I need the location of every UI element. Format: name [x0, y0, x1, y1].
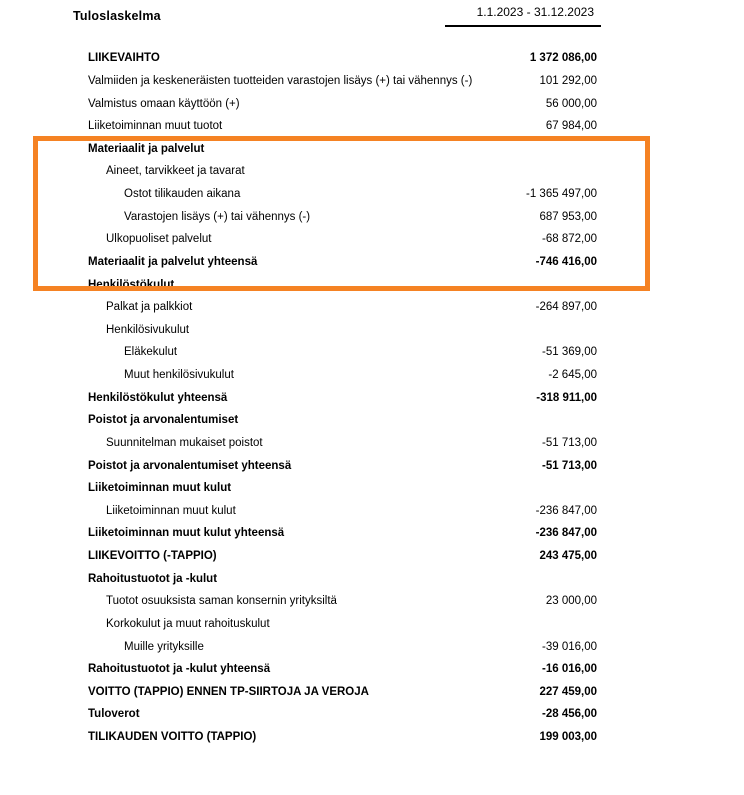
- row-value: 687 953,00: [539, 210, 597, 223]
- row-label: Henkilöstökulut yhteensä: [88, 391, 228, 404]
- row-label: Varastojen lisäys (+) tai vähennys (-): [124, 210, 311, 223]
- row-label: Valmistus omaan käyttöön (+): [88, 97, 240, 110]
- statement-row: [88, 522, 597, 545]
- statement-row: [88, 341, 597, 364]
- statement-row: [88, 92, 597, 115]
- statement-row: [88, 296, 597, 319]
- statement-row: [88, 228, 597, 251]
- row-value: -39 016,00: [542, 640, 597, 653]
- row-label: LIIKEVAIHTO: [88, 52, 160, 65]
- statement-row: [88, 364, 597, 387]
- row-label: Tuloverot: [88, 708, 140, 721]
- period-column-header: [445, 5, 601, 27]
- row-value: -746 416,00: [535, 255, 597, 268]
- row-value: -28 456,00: [542, 708, 597, 721]
- row-value: -318 911,00: [536, 391, 597, 404]
- row-value: -51 713,00: [542, 459, 597, 472]
- statement-row: [88, 590, 597, 613]
- row-value: 101 292,00: [539, 74, 597, 87]
- row-label: Rahoitustuotot ja -kulut: [88, 572, 218, 585]
- statement-row: [88, 160, 597, 183]
- statement-row: [88, 183, 597, 206]
- row-value: -2 645,00: [548, 369, 597, 382]
- statement-row: [88, 409, 597, 432]
- row-label: Korkokulut ja muut rahoituskulut: [106, 617, 270, 630]
- statement-row: [88, 319, 597, 342]
- row-label: LIIKEVOITTO (-TAPPIO): [88, 550, 217, 563]
- statement-rows: [88, 47, 597, 748]
- row-value: 23 000,00: [545, 595, 597, 608]
- row-label: TILIKAUDEN VOITTO (TAPPIO): [88, 731, 257, 744]
- statement-row: [88, 726, 597, 749]
- row-value: -264 897,00: [535, 301, 597, 314]
- statement-row: [88, 613, 597, 636]
- statement-row: [88, 47, 597, 70]
- statement-row: [88, 432, 597, 455]
- row-label: Ostot tilikauden aikana: [124, 188, 241, 201]
- row-label: Palkat ja palkkiot: [106, 301, 193, 314]
- row-label: Materiaalit ja palvelut yhteensä: [88, 255, 258, 268]
- row-label: Poistot ja arvonalentumiset: [88, 414, 239, 427]
- statement-row: [88, 115, 597, 138]
- period-label: 1.1.2023 - 31.12.2023: [476, 5, 594, 19]
- row-label: Liiketoiminnan muut kulut yhteensä: [88, 527, 285, 540]
- page-title: Tuloslaskelma: [73, 9, 161, 23]
- row-label: VOITTO (TAPPIO) ENNEN TP-SIIRTOJA JA VEROJA: [88, 685, 369, 698]
- row-value: 227 459,00: [539, 685, 597, 698]
- row-value: -68 872,00: [542, 233, 597, 246]
- statement-row: [88, 545, 597, 568]
- row-value: -51 713,00: [542, 436, 597, 449]
- row-value: -51 369,00: [542, 346, 597, 359]
- row-label: Ulkopuoliset palvelut: [106, 233, 212, 246]
- row-value: -236 847,00: [535, 527, 597, 540]
- statement-row: [88, 205, 597, 228]
- statement-row: [88, 386, 597, 409]
- row-label: Eläkekulut: [124, 346, 178, 359]
- statement-row: [88, 567, 597, 590]
- row-value: -16 016,00: [542, 663, 597, 676]
- row-label: Liiketoiminnan muut kulut: [88, 482, 232, 495]
- row-value: 199 003,00: [539, 731, 597, 744]
- row-label: Aineet, tarvikkeet ja tavarat: [106, 165, 245, 178]
- row-label: Henkilösivukulut: [106, 323, 190, 336]
- row-label: Valmiiden ja keskeneräisten tuotteiden varastojen lisäys (+) tai vähennys (-): [88, 74, 473, 87]
- row-label: Muut henkilösivukulut: [124, 369, 234, 382]
- statement-row: [88, 635, 597, 658]
- row-label: Henkilöstökulut: [88, 278, 175, 291]
- statement-row: [88, 658, 597, 681]
- row-value: 56 000,00: [545, 97, 597, 110]
- statement-row: [88, 500, 597, 523]
- statement-row: [88, 454, 597, 477]
- row-value: 1 372 086,00: [529, 52, 597, 65]
- row-label: Poistot ja arvonalentumiset yhteensä: [88, 459, 292, 472]
- statement-row: [88, 477, 597, 500]
- row-value: 243 475,00: [539, 550, 597, 563]
- statement-row: [88, 138, 597, 161]
- statement-row: [88, 70, 597, 93]
- row-label: Muille yrityksille: [124, 640, 204, 653]
- statement-row: [88, 273, 597, 296]
- statement-row: [88, 251, 597, 274]
- row-label: Materiaalit ja palvelut: [88, 142, 205, 155]
- row-label: Suunnitelman mukaiset poistot: [106, 436, 263, 449]
- row-label: Tuotot osuuksista saman konsernin yrityksiltä: [106, 595, 337, 608]
- statement-row: [88, 681, 597, 704]
- statement-row: [88, 703, 597, 726]
- row-value: -1 365 497,00: [526, 188, 597, 201]
- row-value: -236 847,00: [535, 504, 597, 517]
- row-label: Liiketoiminnan muut kulut: [106, 504, 236, 517]
- row-label: Liiketoiminnan muut tuotot: [88, 120, 223, 133]
- row-label: Rahoitustuotot ja -kulut yhteensä: [88, 663, 271, 676]
- row-value: 67 984,00: [545, 120, 597, 133]
